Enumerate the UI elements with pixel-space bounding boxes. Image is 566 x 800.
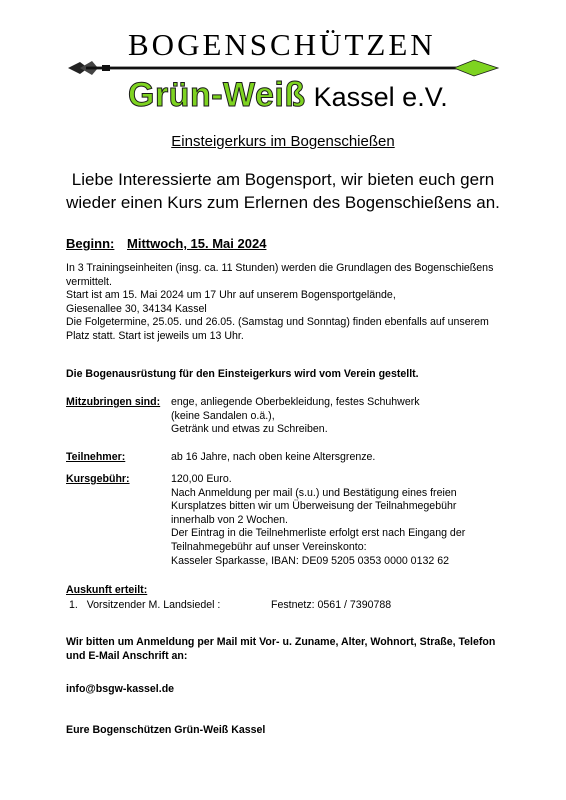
fee-line: Der Eintrag in die Teilnehmerliste erfolgt erst nach Eingang der xyxy=(171,527,466,540)
participants-label: Teilnehmer: xyxy=(66,451,126,463)
bring-value xyxy=(171,396,511,437)
info-line: Platz statt. Start ist jeweils um 13 Uhr. xyxy=(66,329,244,342)
contact-person-name: Vorsitzender M. Landsiedel : xyxy=(86,599,221,611)
bring-line: Getränk und etwas zu Schreiben. xyxy=(171,423,328,436)
info-line: In 3 Trainingseinheiten (insg. ca. 11 Stunden) werden die Grundlagen des Bogenschießens xyxy=(66,262,494,274)
fee-label: Kursgebühr: xyxy=(66,473,130,485)
logo-top-text: BOGENSCHÜTZEN xyxy=(128,27,436,62)
info-line: Die Folgetermine, 25.05. und 26.05. (Samstag und Sonntag) finden ebenfalls auf unserem xyxy=(66,316,489,329)
intro-line: wieder einen Kurs zum Erlernen des Bogenschießens an. xyxy=(66,193,500,212)
fee-line: 120,00 Euro. xyxy=(171,473,232,485)
contact-email[interactable]: info@bsgw-kassel.de xyxy=(66,683,175,695)
begin-date: Mittwoch, 15. Mai 2024 xyxy=(127,236,267,251)
fee-value xyxy=(171,473,511,568)
registration-line: Wir bitten um Anmeldung per Mail mit Vor- u. Zuname, Alter, Wohnort, Straße, Telefon xyxy=(66,636,496,648)
contact-person xyxy=(69,599,220,611)
bring-line: (keine Sandalen o.ä.), xyxy=(171,409,275,422)
contact-label: Auskunft erteilt: xyxy=(66,584,148,596)
info-paragraph xyxy=(66,262,516,344)
fee-line: Nach Anmeldung per mail (s.u.) und Bestätigung eines freien xyxy=(171,486,457,499)
fee-line: Teilnahmegebühr auf unser Vereinskonto: xyxy=(171,540,367,553)
begin-row xyxy=(66,236,267,251)
participants-value xyxy=(171,451,511,465)
signature: Eure Bogenschützen Grün-Weiß Kassel xyxy=(66,724,266,736)
intro-line: Liebe Interessierte am Bogensport, wir bieten euch gern xyxy=(71,170,495,189)
page-title: Einsteigerkurs im Bogenschießen xyxy=(171,133,395,150)
logo-green-text: Grün-Weiß xyxy=(128,76,306,114)
info-line: vermittelt. xyxy=(66,275,112,288)
fee-line: Kursplatzes bitten wir um Überweisung der Teilnahmegebühr xyxy=(171,500,457,513)
begin-label: Beginn: xyxy=(66,236,115,251)
contact-row xyxy=(69,599,392,611)
registration-line: und E-Mail Anschrift an: xyxy=(66,649,188,662)
info-line: Giesenallee 30, 34134 Kassel xyxy=(66,302,207,315)
equipment-note: Die Bogenausrüstung für den Einsteigerkurs wird vom Verein gestellt. xyxy=(66,368,419,380)
logo-bottom-line xyxy=(128,75,448,122)
bring-label: Mitzubringen sind: xyxy=(66,396,161,408)
fee-line: Kasseler Sparkasse, IBAN: DE09 5205 0353 0000 0132 62 xyxy=(171,554,449,567)
logo-city-text: Kassel e.V. xyxy=(313,82,448,112)
info-line: Start ist am 15. Mai 2024 um 17 Uhr auf unserem Bogensportgelände, xyxy=(66,289,396,302)
registration-text xyxy=(66,636,516,663)
fee-line: innerhalb von 2 Wochen. xyxy=(171,513,289,526)
bring-line: enge, anliegende Oberbekleidung, festes Schuhwerk xyxy=(171,396,420,408)
contact-phone: Festnetz: 0561 / 7390788 xyxy=(271,599,392,611)
club-logo xyxy=(66,28,506,116)
contact-number: 1. xyxy=(69,599,78,611)
participants-line: ab 16 Jahre, nach oben keine Altersgrenze. xyxy=(171,451,376,463)
intro-text xyxy=(30,168,536,214)
